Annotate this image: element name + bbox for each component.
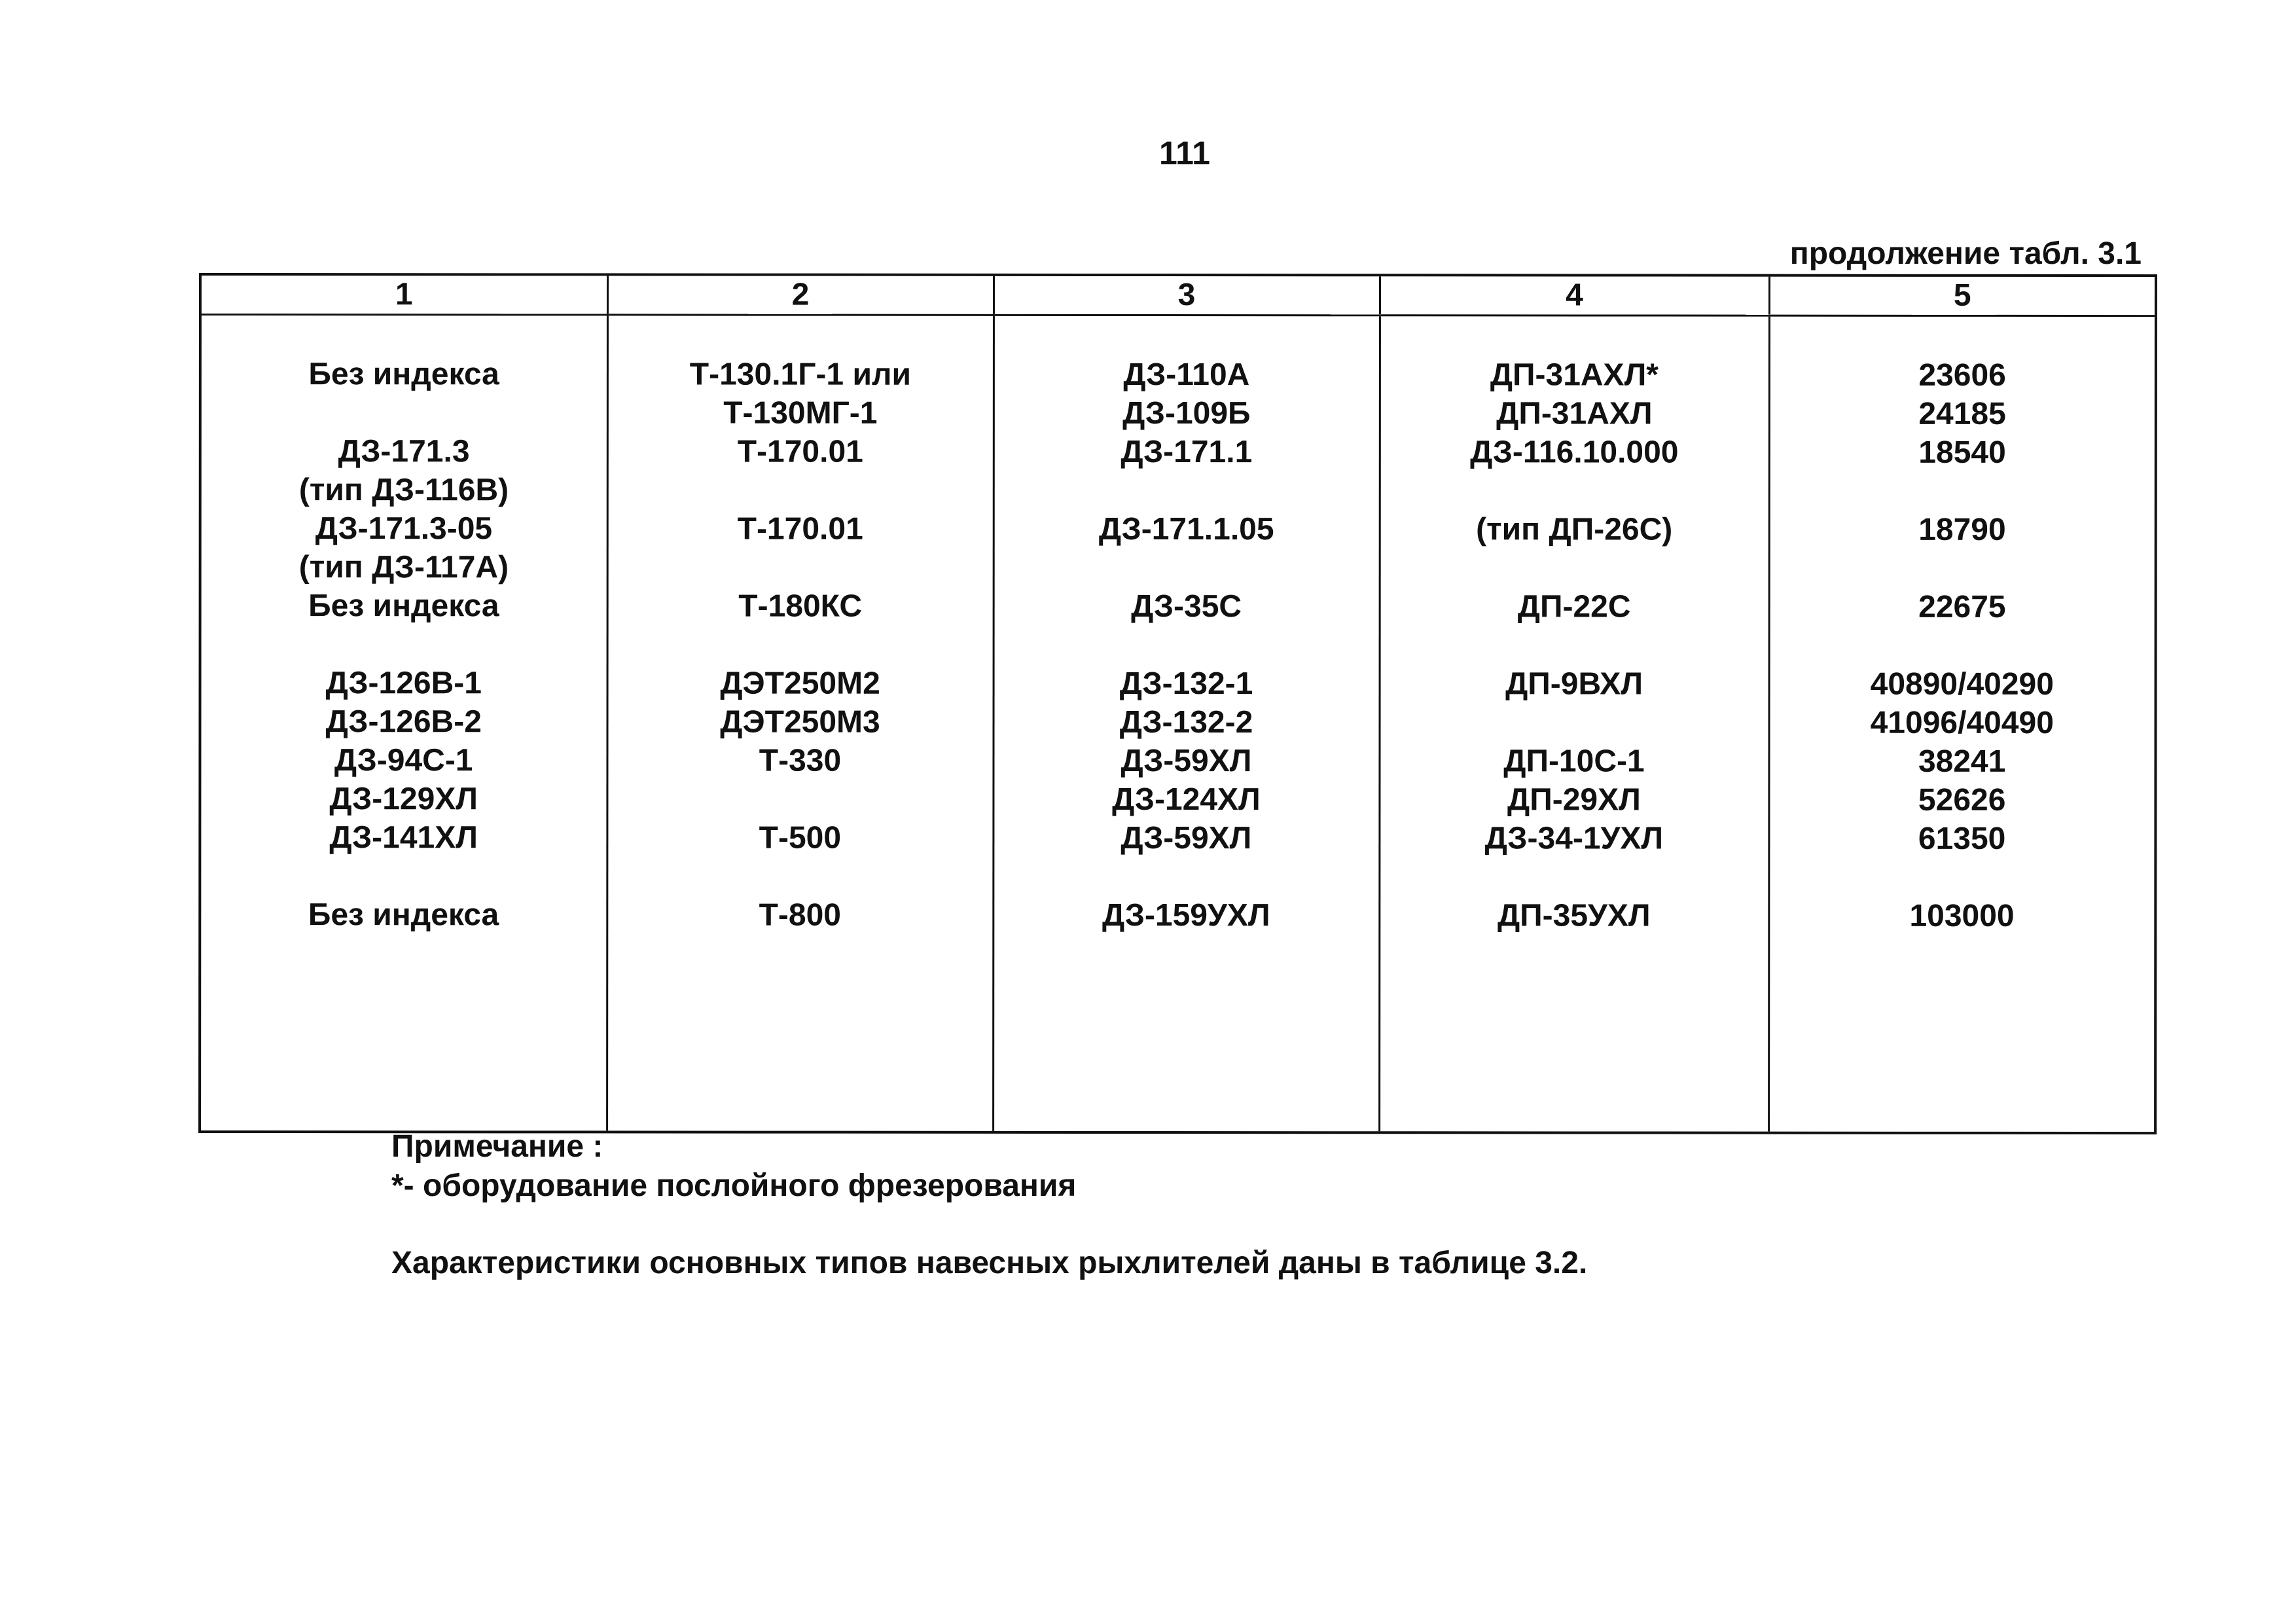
table-cell-text: ДЗ-129ХЛ xyxy=(329,782,478,817)
table-cell-group xyxy=(608,895,992,973)
table-column-cell xyxy=(201,315,607,1131)
table-cell-text: ДЗ-126В-1 xyxy=(325,666,482,701)
table-cell-text: Т-180КС xyxy=(738,588,863,624)
table-cell-group xyxy=(994,355,1378,433)
table-cell-text: Т-170.01 xyxy=(737,434,863,469)
column-header: 2 xyxy=(607,276,994,315)
table-cell-group xyxy=(1380,742,1768,819)
table-cell-text: ДЭТ250М2 xyxy=(720,666,880,701)
table-cell-text: ДЗ-110А xyxy=(1123,357,1250,393)
table-cell-group xyxy=(1380,355,1768,433)
table-cell-text: Т-330 xyxy=(759,743,842,778)
table-cell-group xyxy=(202,355,607,432)
table-cell-text xyxy=(1380,471,1768,510)
table-cell-group xyxy=(1380,433,1768,587)
table-cell-text xyxy=(1380,549,1768,587)
table-cell-group xyxy=(1380,587,1768,664)
table-cell-group xyxy=(608,432,992,586)
page-number: 111 xyxy=(1159,135,1210,171)
table-cell-group xyxy=(201,895,606,973)
table-cell-text: ДП-31АХЛ* xyxy=(1490,357,1659,393)
cell-top-spacer xyxy=(1770,317,2155,356)
table-cell-group xyxy=(608,818,992,895)
cell-top-spacer xyxy=(608,316,992,355)
table-cell-text: ДЗ-59ХЛ xyxy=(1121,743,1252,779)
table-cell-text: ДЗ-171.1.05 xyxy=(1098,511,1274,547)
table-cell-text: 18540 xyxy=(1918,435,2006,470)
table-cell-text: ДЭТ250М3 xyxy=(720,704,880,740)
notes-block xyxy=(391,1127,1587,1283)
table-cell-text xyxy=(202,393,607,432)
table-cell-text: Без индекса xyxy=(308,588,499,624)
table-cell-text: ДЗ-159УХЛ xyxy=(1102,897,1270,933)
table-cell-group xyxy=(994,742,1378,819)
table-cell-group xyxy=(1770,433,2155,588)
table-cell-text: Т-800 xyxy=(759,897,842,933)
table-cell-text xyxy=(994,549,1378,587)
table-cell-text: Т-130.1Г-1 или xyxy=(689,357,911,392)
table-cell-text: 23606 xyxy=(1918,357,2006,393)
table-cell-group xyxy=(1770,356,2155,433)
table-cell-text: 38241 xyxy=(1918,744,2006,779)
table-cell-group xyxy=(994,819,1378,896)
table-cell-group xyxy=(994,433,1378,587)
table-cell-text: ДЗ-35С xyxy=(1131,588,1242,624)
table-cell-text: 103000 xyxy=(1909,898,2015,933)
table-cell-text: ДЗ-59ХЛ xyxy=(1121,820,1252,856)
table-cell-text: 22675 xyxy=(1918,589,2006,624)
table-cell-text xyxy=(1380,703,1768,742)
table-cell-text: ДЗ-126В-2 xyxy=(325,704,482,740)
column-header: 4 xyxy=(1380,276,1769,316)
table-cell-text: 52626 xyxy=(1918,782,2006,818)
table-cell-text xyxy=(608,471,992,509)
table-cell-text: ДЗ-124ХЛ xyxy=(1112,782,1261,818)
cell-top-spacer xyxy=(202,316,607,355)
table-cell-text xyxy=(608,548,992,586)
table-cell-group xyxy=(202,586,607,664)
table-cell-text: 18790 xyxy=(1918,512,2006,547)
table-cell-text: Т-500 xyxy=(759,820,842,856)
table-column-cell xyxy=(607,315,994,1131)
table-cell-text: ДЗ-34-1УХЛ xyxy=(1484,821,1664,856)
table-cell-group xyxy=(1770,742,2155,820)
table-cell-text: ДП-22С xyxy=(1517,589,1631,624)
notes-footnote: *- оборудование послойного фрезерования xyxy=(391,1168,1077,1203)
table-cell-text: ДЗ-171.3-05 xyxy=(315,511,493,547)
table-cell-group xyxy=(608,741,992,818)
table-column-cell xyxy=(1379,316,1769,1132)
table-cell-text: ДП-9ВХЛ xyxy=(1505,666,1643,702)
table-cell-text: ДП-31АХЛ xyxy=(1496,396,1653,431)
table-cell-group xyxy=(202,664,607,741)
table-cell-group xyxy=(1380,664,1768,742)
cell-top-spacer xyxy=(1380,316,1768,355)
table-cell-text: 24185 xyxy=(1918,396,2006,431)
table-cell-text: Без индекса xyxy=(308,357,499,392)
table-cell-text: ДП-29ХЛ xyxy=(1507,782,1641,818)
table-column-cell xyxy=(993,315,1380,1131)
table-continuation-label: продолжение табл. 3.1 xyxy=(1789,236,2142,271)
table-cell-text: ДП-10С-1 xyxy=(1503,744,1645,779)
table-cell-group xyxy=(1770,665,2155,742)
table-cell-group xyxy=(608,355,992,432)
table-cell-text: Т-130МГ-1 xyxy=(723,395,878,431)
table-cell-group xyxy=(1380,819,1768,896)
table-cell-text: ДЗ-109Б xyxy=(1122,395,1251,431)
table-header-row xyxy=(202,276,2155,316)
column-header: 1 xyxy=(202,276,607,315)
table-cell-text: Т-170.01 xyxy=(737,511,863,547)
table-cell-group xyxy=(202,432,607,586)
table-cell-text: 61350 xyxy=(1918,821,2006,856)
table-cell-text: ДЗ-141ХЛ xyxy=(329,820,478,856)
table-cell-text: ДЗ-132-1 xyxy=(1119,666,1253,702)
table-cell-text: ДЗ-132-2 xyxy=(1119,704,1253,740)
table-cell-text: Без индекса xyxy=(308,897,499,933)
table-cell-group xyxy=(201,741,606,818)
table-body-row xyxy=(201,315,2155,1132)
table-cell-text: ДП-35УХЛ xyxy=(1497,898,1651,933)
data-table-frame xyxy=(198,273,2157,1134)
table-cell-text: (тип ДЗ-116В) xyxy=(298,473,509,508)
table-cell-text xyxy=(1770,472,2155,511)
table-cell-text: ДЗ-171.1 xyxy=(1121,434,1253,470)
table-cell-group xyxy=(608,586,992,664)
table-cell-text: 40890/40290 xyxy=(1870,666,2054,702)
table-cell-text: (тип ДЗ-117А) xyxy=(298,550,509,585)
column-header: 5 xyxy=(1769,277,2155,316)
table-cell-group xyxy=(1770,897,2155,974)
table-cell-group xyxy=(994,896,1378,973)
table-cell-text: (тип ДП-26С) xyxy=(1476,512,1673,547)
table-cell-group xyxy=(994,587,1378,664)
table-cell-group xyxy=(1380,896,1768,973)
table-cell-text: 41096/40490 xyxy=(1870,705,2054,740)
table-cell-group xyxy=(1770,820,2155,897)
table-cell-group xyxy=(1770,588,2155,665)
table-cell-text xyxy=(608,780,992,818)
table-cell-text: ДЗ-94С-1 xyxy=(334,743,473,778)
notes-title: Примечание : xyxy=(391,1129,603,1164)
table-cell-text: ДЗ-116.10.000 xyxy=(1470,435,1679,470)
table-cell-text xyxy=(1770,549,2155,588)
table-cell-text: ДЗ-171.3 xyxy=(338,434,470,469)
notes-footer-text: Характеристики основных типов навесных рыхлителей даны в таблице 3.2. xyxy=(391,1246,1588,1280)
cell-top-spacer xyxy=(994,316,1378,355)
table-cell-text xyxy=(994,471,1378,510)
table-cell-group xyxy=(994,664,1378,742)
data-table xyxy=(201,276,2155,1132)
table-cell-group xyxy=(608,664,992,741)
column-header: 3 xyxy=(994,276,1380,316)
table-column-cell xyxy=(1768,316,2155,1132)
table-cell-group xyxy=(201,818,606,895)
